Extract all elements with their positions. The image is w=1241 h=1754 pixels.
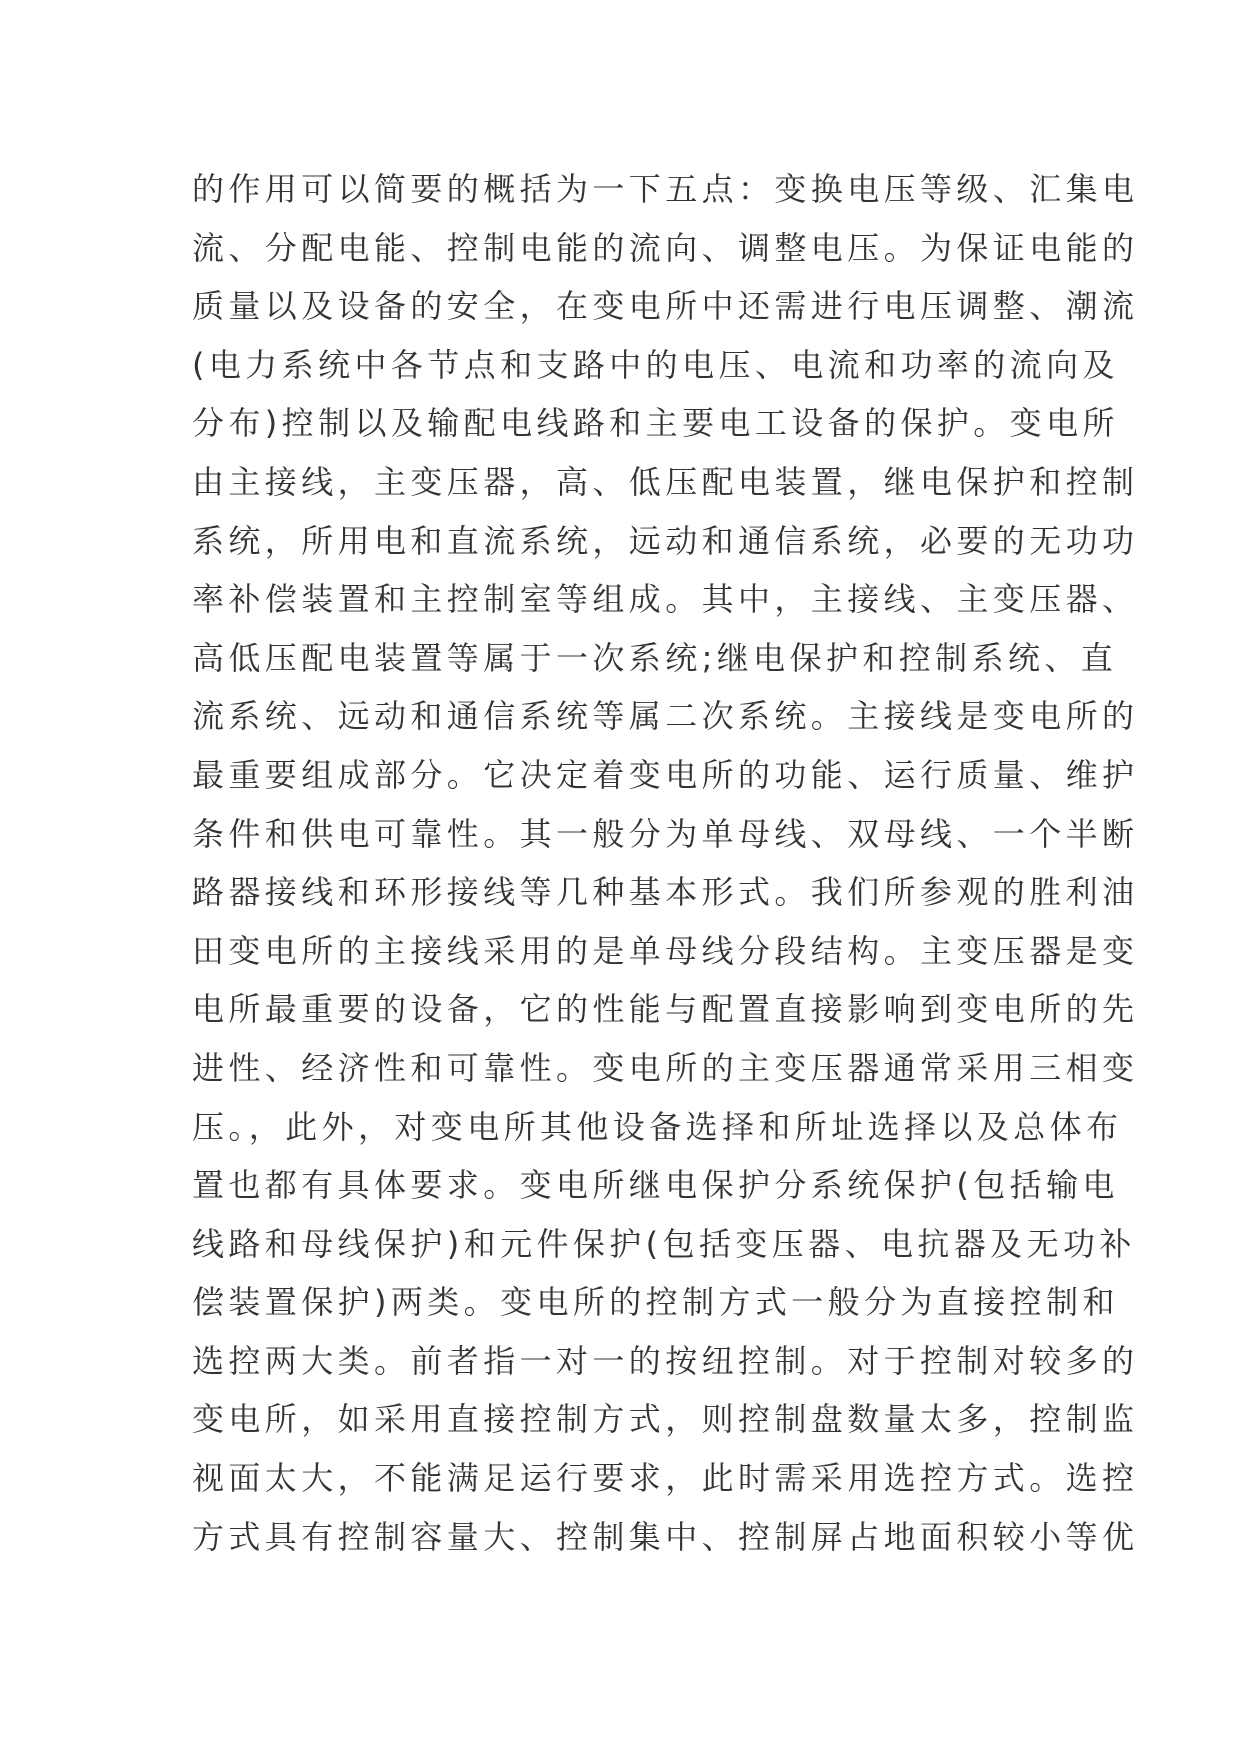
text-line: 系统，所用电和直流系统，远动和通信系统，必要的无功功 <box>192 521 1139 560</box>
text-line: 线路和母线保护)和元件保护(包括变压器、电抗器及无功补 <box>192 1224 1136 1263</box>
text-line: (电力系统中各节点和支路中的电压、电流和功率的流向及 <box>192 345 1119 384</box>
text-line: 分布)控制以及输配电线路和主要电工设备的保护。变电所 <box>192 404 1119 443</box>
text-line: 由主接线，主变压器，高、低压配电装置，继电保护和控制 <box>192 462 1139 501</box>
text-line: 置也都有具体要求。变电所继电保护分系统保护(包括输电 <box>192 1166 1119 1205</box>
text-line: 路器接线和环形接线等几种基本形式。我们所参观的胜利油 <box>192 873 1139 912</box>
text-line: 流、分配电能、控制电能的流向、调整电压。为保证电能的 <box>192 228 1139 267</box>
text-line: 视面太大，不能满足运行要求，此时需采用选控方式。选控 <box>192 1459 1139 1498</box>
text-line: 质量以及设备的安全，在变电所中还需进行电压调整、潮流 <box>192 287 1139 326</box>
text-line: 方式具有控制容量大、控制集中、控制屏占地面积较小等优 <box>192 1517 1139 1556</box>
text-line: 偿装置保护)两类。变电所的控制方式一般分为直接控制和 <box>192 1283 1119 1322</box>
text-line: 的作用可以简要的概括为一下五点：变换电压等级、汇集电 <box>192 170 1139 208</box>
text-line: 高低压配电装置等属于一次系统;继电保护和控制系统、直 <box>192 638 1118 677</box>
text-line: 率补偿装置和主控制室等组成。其中，主接线、主变压器、 <box>192 580 1139 619</box>
text-line: 电所最重要的设备，它的性能与配置直接影响到变电所的先 <box>192 990 1139 1029</box>
text-line: 变电所，如采用直接控制方式，则控制盘数量太多，控制监 <box>192 1400 1139 1439</box>
text-line: 条件和供电可靠性。其一般分为单母线、双母线、一个半断 <box>192 814 1139 853</box>
text-line: 压。，此外，对变电所其他设备选择和所址选择以及总体布 <box>192 1107 1123 1146</box>
text-line: 田变电所的主接线采用的是单母线分段结构。主变压器是变 <box>192 931 1139 970</box>
text-line: 最重要组成部分。它决定着变电所的功能、运行质量、维护 <box>192 755 1139 794</box>
text-line: 流系统、远动和通信系统等属二次系统。主接线是变电所的 <box>192 697 1139 736</box>
body-paragraph <box>192 160 1139 1566</box>
text-line: 选控两大类。前者指一对一的按纽控制。对于控制对较多的 <box>192 1341 1139 1380</box>
text-line: 进性、经济性和可靠性。变电所的主变压器通常采用三相变 <box>192 1048 1139 1087</box>
